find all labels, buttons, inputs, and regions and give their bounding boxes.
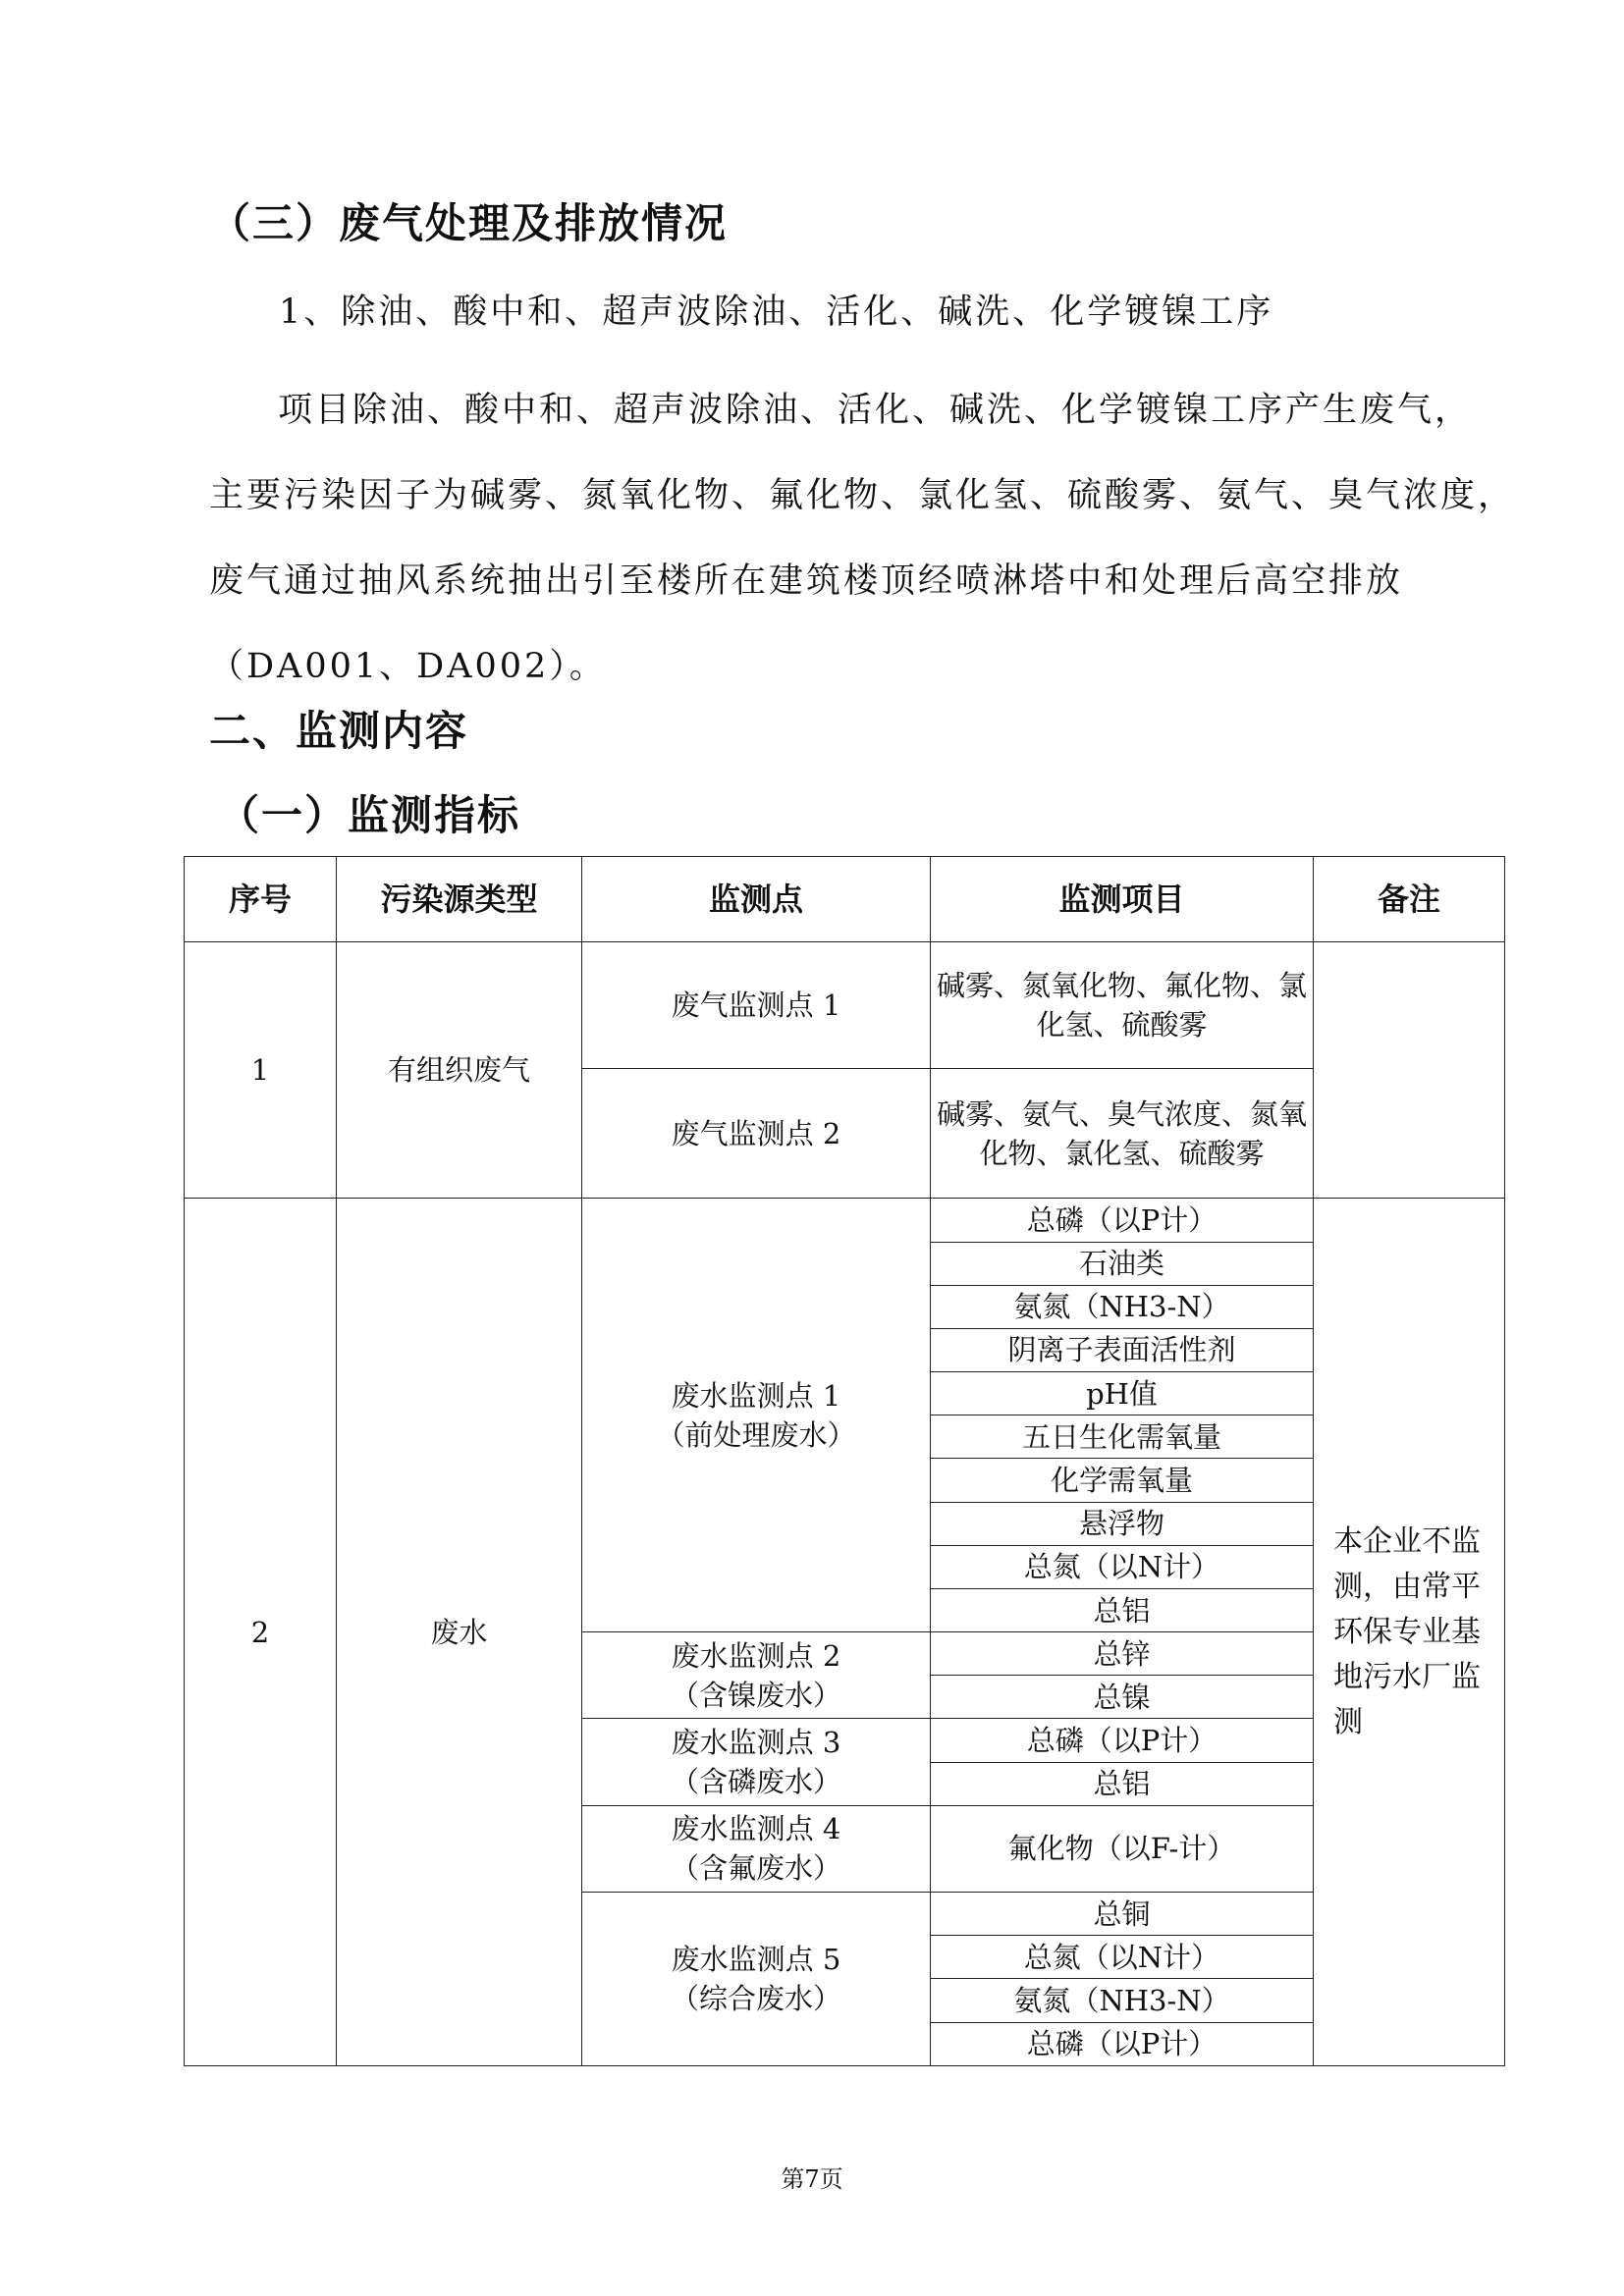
row-item: 总磷（以P计） <box>931 1199 1314 1242</box>
row-item: 总磷（以P计） <box>931 1719 1314 1762</box>
row-point: 废气监测点 1 <box>582 942 931 1069</box>
point-name: 废水监测点 1 <box>671 1378 841 1413</box>
row-point <box>582 1632 931 1719</box>
row-point <box>582 1805 931 1892</box>
row-item: 悬浮物 <box>931 1502 1314 1545</box>
row-remark <box>1314 942 1505 1199</box>
row-item: 总镍 <box>931 1676 1314 1719</box>
row-item: 总氮（以N计） <box>931 1936 1314 1979</box>
table-row <box>185 1199 1505 1242</box>
paragraph-line-2: 主要污染因子为碱雾、氮氧化物、氟化物、氯化氢、硫酸雾、氨气、臭气浓度， <box>209 476 1516 515</box>
row-item: 总锌 <box>931 1632 1314 1676</box>
row-item: 氨氮（NH3-N） <box>931 1979 1314 2022</box>
row-point <box>582 1719 931 1805</box>
header-source-type: 污染源类型 <box>337 857 582 942</box>
row-item: 总磷（以P计） <box>931 2022 1314 2065</box>
point-name: 废水监测点 3 <box>671 1726 841 1760</box>
row-source-type: 废水 <box>337 1199 582 2066</box>
row-item: 石油类 <box>931 1242 1314 1285</box>
monitoring-table <box>184 856 1505 2066</box>
row-items: 碱雾、氮氧化物、氟化物、氯化氢、硫酸雾 <box>931 942 1314 1069</box>
point-sub: （前处理废水） <box>656 1417 856 1452</box>
point-name: 废水监测点 4 <box>671 1812 841 1846</box>
paragraph-line-3: 废气通过抽风系统抽出引至楼所在建筑楼顶经喷淋塔中和处理后高空排放 <box>209 561 1404 601</box>
subsection-1-heading: 1、除油、酸中和、超声波除油、活化、碱洗、化学镀镍工序 <box>279 293 1274 332</box>
point-name: 废水监测点 2 <box>671 1638 841 1673</box>
row-item: 总铝 <box>931 1588 1314 1631</box>
paragraph-line-1: 项目除油、酸中和、超声波除油、活化、碱洗、化学镀镍工序产生废气， <box>278 391 1473 430</box>
point-sub: （含镍废水） <box>670 1678 841 1712</box>
paragraph <box>209 368 1515 710</box>
paragraph-line-4: （DA001、DA002）。 <box>209 647 607 686</box>
row-point <box>582 1199 931 1632</box>
row-no: 2 <box>185 1199 337 2066</box>
header-no: 序号 <box>185 857 337 942</box>
row-item: 五日生化需氧量 <box>931 1415 1314 1459</box>
header-remark: 备注 <box>1314 857 1505 942</box>
row-items: 碱雾、氨气、臭气浓度、氮氧化物、氯化氢、硫酸雾 <box>931 1068 1314 1199</box>
section-2-1-heading: （一）监测指标 <box>218 791 521 839</box>
header-items: 监测项目 <box>931 857 1314 942</box>
page-number: 第7页 <box>781 2165 843 2193</box>
row-item: pH值 <box>931 1372 1314 1415</box>
point-sub: （综合废水） <box>670 1982 841 2016</box>
point-sub: （含氟废水） <box>670 1851 841 1886</box>
point-name: 废水监测点 5 <box>671 1943 841 1977</box>
row-remark: 本企业不监测，由常平环保专业基地污水厂监测 <box>1314 1199 1505 2066</box>
row-item: 总氮（以N计） <box>931 1545 1314 1588</box>
row-no: 1 <box>185 942 337 1199</box>
table-row <box>185 942 1505 1069</box>
row-point <box>582 1893 931 2066</box>
row-point: 废气监测点 2 <box>582 1068 931 1199</box>
point-sub: （含磷废水） <box>670 1765 841 1799</box>
row-item: 总铝 <box>931 1762 1314 1805</box>
table-header-row <box>185 857 1505 942</box>
section-3-heading: （三）废气处理及排放情况 <box>209 199 729 247</box>
section-2-heading: 二、监测内容 <box>209 707 469 755</box>
row-item: 阴离子表面活性剂 <box>931 1328 1314 1371</box>
header-point: 监测点 <box>582 857 931 942</box>
row-item: 化学需氧量 <box>931 1459 1314 1502</box>
row-item: 氟化物（以F-计） <box>931 1805 1314 1892</box>
row-item: 总铜 <box>931 1893 1314 1936</box>
row-item: 氨氮（NH3-N） <box>931 1285 1314 1328</box>
row-source-type: 有组织废气 <box>337 942 582 1199</box>
